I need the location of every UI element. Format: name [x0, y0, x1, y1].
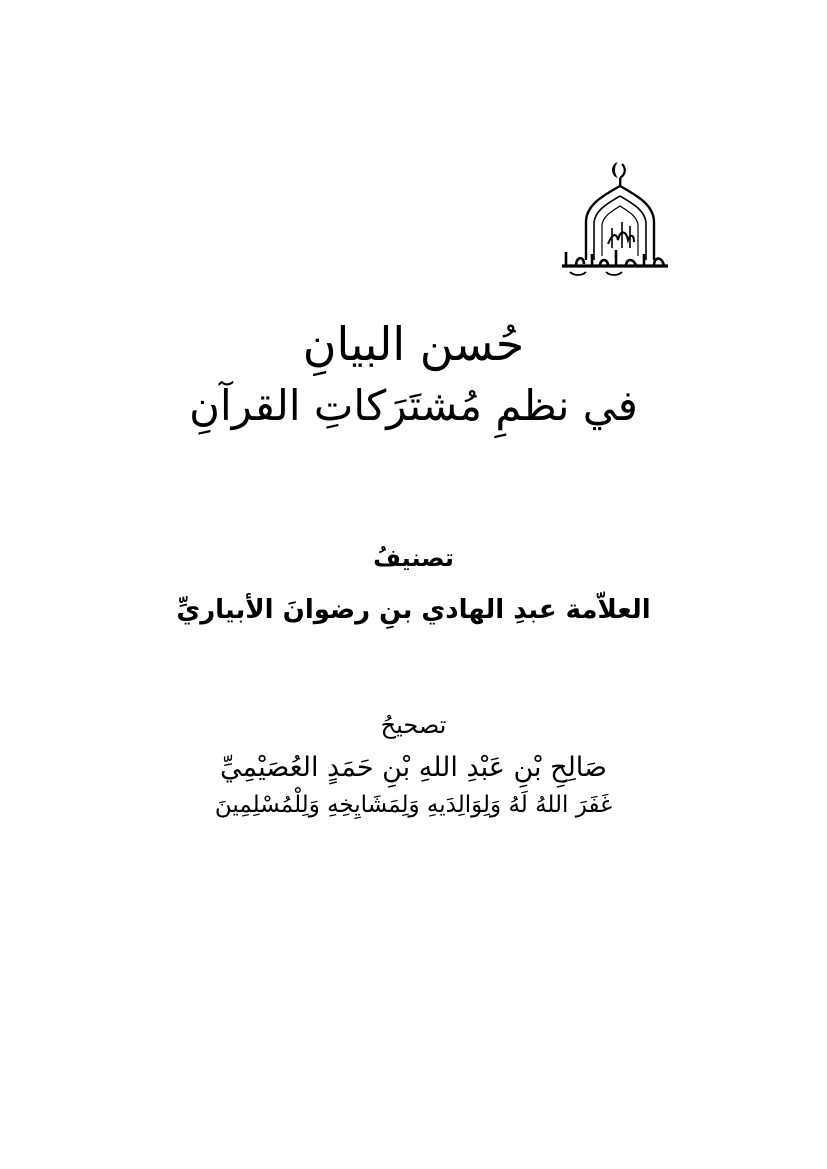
author-label: تصنيفُ: [373, 544, 454, 572]
book-subtitle: في نظمِ مُشتَرَكاتِ القرآنِ: [189, 381, 638, 430]
editor-name: صَالِحِ بْنِ عَبْدِ اللهِ بْنِ حَمَدٍ العُصَيْمِيِّ: [220, 752, 607, 783]
book-title: حُسن البيانِ: [302, 317, 525, 371]
mosque-dome-logo-icon: [556, 160, 672, 278]
editor-label: تصحيحُ: [380, 711, 447, 739]
editor-prayer: غَفَرَ اللهُ لَهُ وَلِوَالِدَيهِ وَلِمَشَايِخِهِ وَلِلْمُسْلِمِينَ: [214, 792, 613, 818]
author-name: العلاّمة عبدِ الهادي بنِ رضوانَ الأبياريِّ: [176, 595, 651, 625]
